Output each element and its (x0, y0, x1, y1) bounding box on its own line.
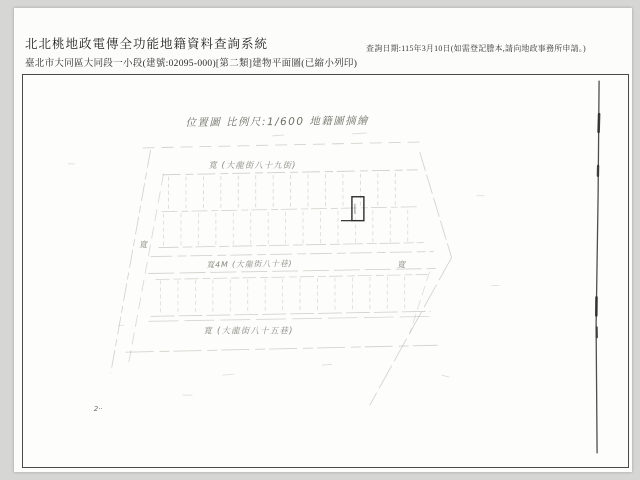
street-bottom-label: 寬 (大龍街八十五巷) (203, 325, 294, 336)
unit-dividers-row1 (169, 173, 396, 210)
street-lines-top (143, 142, 424, 175)
site-plan-drawing (23, 75, 628, 467)
unit-dividers-row2 (164, 210, 408, 246)
document-subtitle: 臺北市大同區大同段一小段(建號:02095-000)[第二類]建物平面圖(已縮小列印) (25, 59, 358, 69)
plan-title: 位置圖 比例尺:1/600 地籍圖摘繪 (185, 115, 370, 129)
plan-frame (22, 74, 629, 468)
document-page (14, 8, 632, 472)
scan-artifact-line (596, 81, 599, 453)
width-left-label: 寬 (138, 239, 148, 250)
street-top-label: 寬 (大龍街八十九街) (208, 159, 297, 170)
query-date-note: 查詢日期:115年3月10日(如需登記謄本,請向地政事務所申請。) (366, 44, 586, 53)
street-middle-label: 寬4M (大龍街八十巷) (206, 259, 293, 270)
unit-dividers-row3 (161, 277, 405, 315)
street-lines-bottom (126, 345, 438, 352)
building-band-top (159, 173, 424, 247)
building-band-bottom (149, 274, 433, 321)
subject-building-outline (341, 197, 364, 221)
system-title: 北北桃地政電傳全功能地籍資料查詢系統 (25, 37, 269, 51)
width-right-label: 寬 (396, 259, 406, 270)
corner-note: 2·· (93, 405, 103, 414)
